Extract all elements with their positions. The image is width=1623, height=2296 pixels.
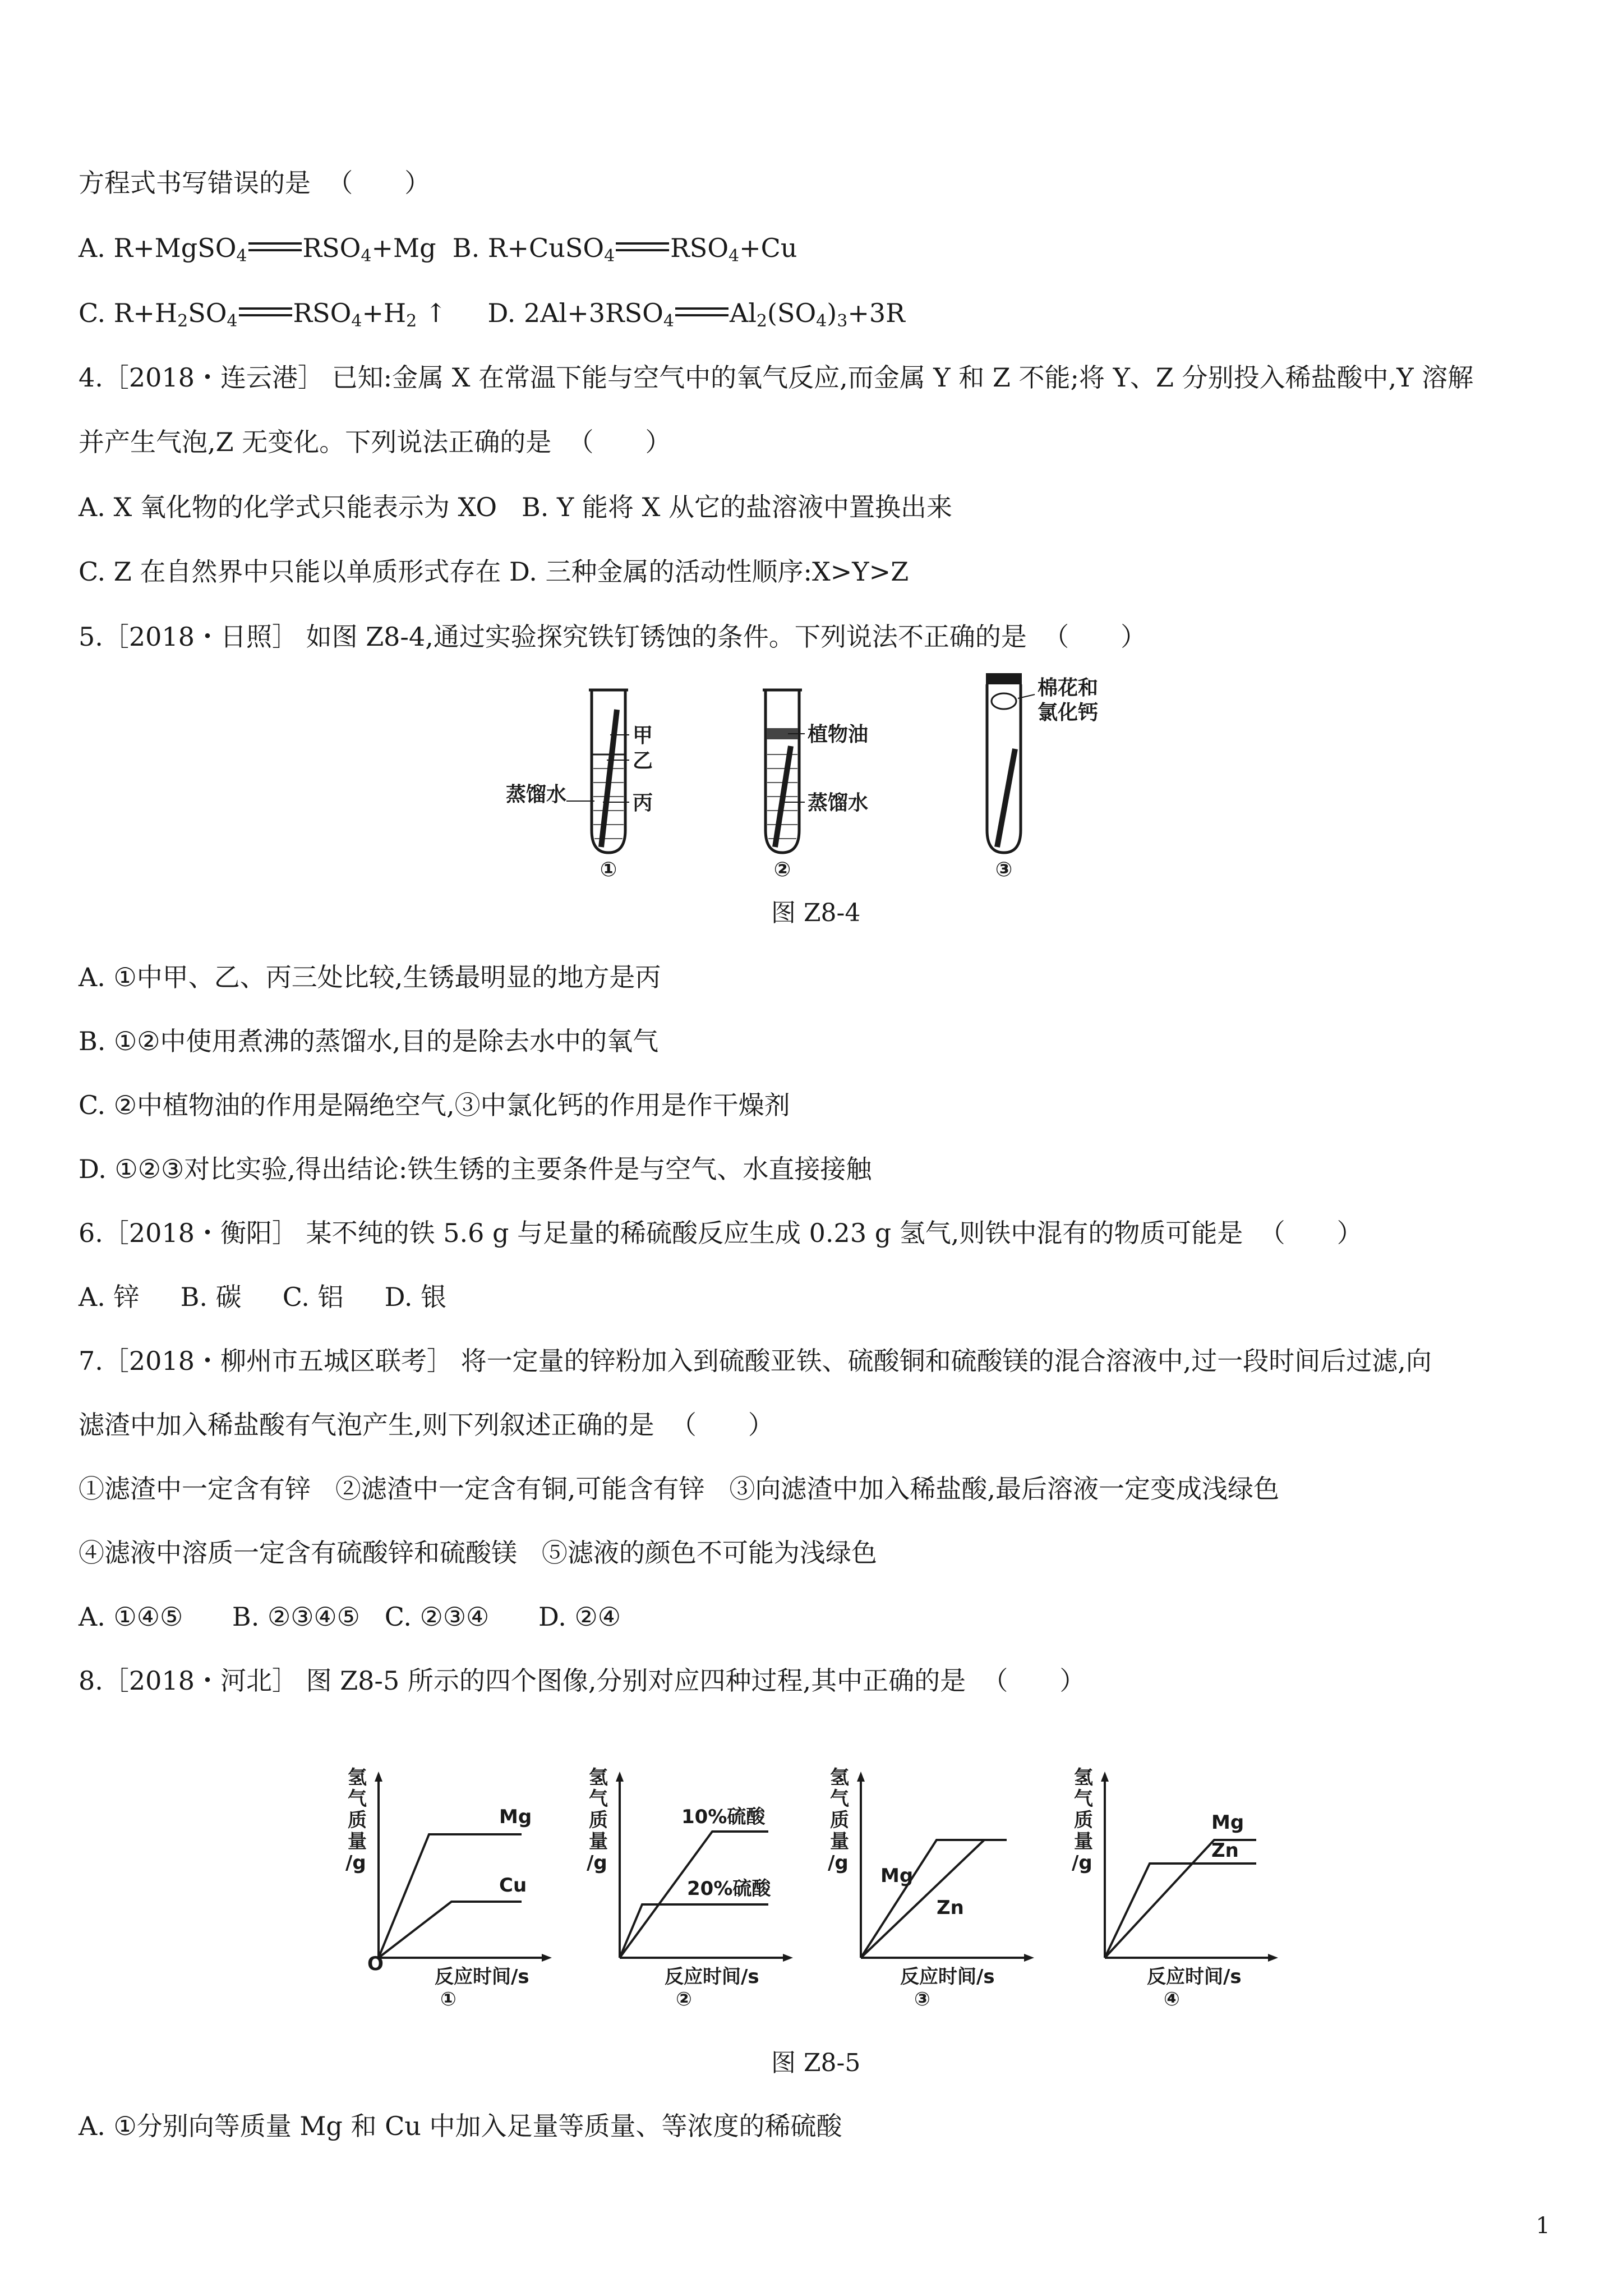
graph-3 — [828, 1766, 1034, 2010]
x-axis-arrow — [542, 1954, 552, 1962]
equals-sign — [675, 307, 728, 316]
subscript: 4 — [361, 246, 372, 266]
option-text: +Mg B. R+CuSO — [371, 233, 605, 263]
y-axis-arrow — [616, 1772, 624, 1782]
svg-text:气: 气 — [348, 1788, 367, 1810]
question-3-stem-tail — [79, 166, 430, 200]
option-text: +Cu — [739, 233, 797, 263]
label-20-percent-acid: 20%硫酸 — [687, 1878, 771, 1900]
option-text: ) — [827, 298, 837, 328]
x-axis-label: 反应时间/s — [665, 1966, 759, 1988]
question-4-options-ab: A. X 氧化物的化学式只能表示为 XO B. Y 能将 X 从它的盐溶液中置换出来 — [79, 492, 953, 522]
test-tube-3 — [986, 673, 1098, 881]
svg-text:质: 质 — [589, 1809, 608, 1832]
graph-number: ③ — [914, 1988, 930, 2010]
answer-bracket: （ ） — [670, 1410, 774, 1440]
label-jia: 甲 — [633, 724, 653, 747]
graph-number: ① — [440, 1988, 457, 2010]
y-axis-label — [1072, 1766, 1093, 1874]
question-5-stem — [79, 620, 1146, 654]
line-zn — [861, 1840, 984, 1958]
figure-z8-4-test-tubes — [482, 668, 1155, 881]
question-4-stem: 4.［2018・连云港］ 已知:金属 X 在常温下能与空气中的氧气反应,而金属 Y 和 Z 不能;将 Y、Z 分别投入稀盐酸中,Y 溶解 — [79, 362, 1474, 393]
stem-text: 滤渣中加入稀盐酸有气泡产生,则下列叙述正确的是 — [79, 1410, 654, 1440]
tube-number: ② — [773, 858, 791, 881]
label-zn: Zn — [1211, 1839, 1239, 1862]
svg-text:气: 气 — [830, 1788, 849, 1810]
stopper — [986, 673, 1022, 684]
origin-label: O — [367, 1953, 384, 1975]
tube-outline — [766, 690, 799, 853]
label-10-percent-acid: 10%硫酸 — [681, 1806, 766, 1828]
stem-text: 6.［2018・衡阳］ 某不纯的铁 5.6 g 与足量的稀硫酸反应生成 0.23 g 氢气,则铁中混有的物质可能是 — [79, 1218, 1243, 1248]
y-axis-arrow — [857, 1772, 865, 1782]
line-20-percent-acid — [620, 1904, 768, 1958]
subscript: 2 — [177, 311, 188, 331]
option-text: +3R — [847, 298, 905, 328]
x-axis-label: 反应时间/s — [900, 1966, 995, 1988]
label-bing: 丙 — [633, 792, 653, 815]
x-axis-arrow — [1024, 1954, 1034, 1962]
graph-2 — [587, 1766, 793, 2010]
option-text: RSO — [670, 233, 729, 263]
stem-text: 8.［2018・河北］ 图 Z8-5 所示的四个图像,分别对应四种过程,其中正确的是 — [79, 1665, 966, 1696]
svg-text:量: 量 — [589, 1830, 608, 1853]
x-axis-label: 反应时间/s — [1147, 1966, 1242, 1988]
option-text: Al — [729, 298, 757, 328]
y-axis-arrow — [375, 1772, 382, 1782]
question-7-statements-2: ④滤液中溶质一定含有硫酸锌和硫酸镁 ⑤滤液的颜色不可能为浅绿色 — [79, 1538, 877, 1568]
y-axis-label — [345, 1766, 367, 1874]
option-text: D. 2Al+3RSO — [446, 298, 663, 328]
option-text: SO — [188, 298, 227, 328]
label-mg: Mg — [499, 1806, 532, 1828]
answer-bracket: （ ） — [1259, 1218, 1363, 1248]
label-vegetable-oil: 植物油 — [808, 723, 869, 746]
equals-sign — [239, 307, 292, 316]
graph-number: ② — [676, 1988, 692, 2010]
answer-bracket: （ ） — [568, 427, 671, 457]
label-zn: Zn — [937, 1897, 964, 1919]
subscript: 4 — [663, 311, 674, 331]
question-8-stem — [79, 1664, 1085, 1697]
y-axis-arrow — [1101, 1772, 1109, 1782]
test-tube-1 — [506, 690, 653, 881]
svg-text:质: 质 — [348, 1809, 367, 1832]
svg-text:气: 气 — [1074, 1788, 1093, 1810]
question-3-options-cd — [79, 296, 905, 330]
label-mg: Mg — [1211, 1811, 1244, 1834]
y-axis-label — [828, 1766, 849, 1874]
line-mg — [861, 1840, 1007, 1958]
stem-text: 5.［2018・日照］ 如图 Z8-4,通过实验探究铁钉锈蚀的条件。下列说法不正确的是 — [79, 622, 1027, 652]
equals-sign — [616, 242, 669, 251]
subscript: 4 — [351, 311, 362, 331]
x-axis-arrow — [783, 1954, 793, 1962]
label-cu: Cu — [499, 1874, 527, 1897]
option-text: (SO — [767, 298, 817, 328]
question-5-option-b: B. ①②中使用煮沸的蒸馏水,目的是除去水中的氧气 — [79, 1026, 659, 1056]
svg-text:质: 质 — [1074, 1809, 1093, 1832]
option-text: A. R+MgSO — [79, 233, 237, 263]
subscript: 4 — [816, 311, 827, 331]
svg-text:/g: /g — [345, 1852, 366, 1874]
x-axis-arrow — [1268, 1954, 1278, 1962]
question-7-stem-cont — [79, 1408, 774, 1442]
figure-z8-5-graphs — [336, 1766, 1301, 2010]
svg-text:氢: 氢 — [589, 1766, 608, 1789]
question-7-stem: 7.［2018・柳州市五城区联考］ 将一定量的锌粉加入到硫酸亚铁、硫酸铜和硫酸镁的混合溶液中,过一段时间后过滤,向 — [79, 1346, 1432, 1376]
answer-bracket: （ ） — [1043, 622, 1147, 652]
question-8-option-a: A. ①分别向等质量 Mg 和 Cu 中加入足量等质量、等浓度的稀硫酸 — [79, 2111, 842, 2141]
question-5-option-d: D. ①②③对比实验,得出结论:铁生锈的主要条件是与空气、水直接接触 — [79, 1154, 872, 1184]
label-cotton: 棉花和 — [1038, 677, 1099, 700]
stem-text: 并产生气泡,Z 无变化。下列说法正确的是 — [79, 427, 552, 457]
option-text: RSO — [302, 233, 361, 263]
label-yi: 乙 — [633, 749, 653, 772]
answer-bracket: （ ） — [982, 1665, 1086, 1696]
question-4-stem-cont — [79, 425, 671, 459]
question-7-options: A. ①④⑤ B. ②③④⑤ C. ②③④ D. ②④ — [79, 1602, 621, 1632]
graph-number: ④ — [1164, 1988, 1180, 2010]
svg-text:气: 气 — [589, 1788, 608, 1810]
svg-text:量: 量 — [830, 1830, 849, 1853]
line-cu — [379, 1902, 522, 1958]
question-5-option-c: C. ②中植物油的作用是隔绝空气,③中氯化钙的作用是作干燥剂 — [79, 1090, 790, 1120]
test-tube-2 — [763, 690, 868, 881]
question-4-options-cd: C. Z 在自然界中只能以单质形式存在 D. 三种金属的活动性顺序:X>Y>Z — [79, 556, 909, 587]
tube-number: ③ — [995, 858, 1013, 881]
subscript: 4 — [236, 246, 247, 266]
label-distilled-water: 蒸馏水 — [505, 783, 566, 806]
graph-1 — [345, 1766, 552, 2010]
subscript: 4 — [227, 311, 238, 331]
question-7-statements-1: ①滤渣中一定含有锌 ②滤渣中一定含有铜,可能含有锌 ③向滤渣中加入稀盐酸,最后溶液一定变成浅绿色 — [79, 1474, 1279, 1504]
question-6-options: A. 锌 B. 碳 C. 铝 D. 银 — [79, 1282, 447, 1312]
iron-nail — [601, 710, 617, 847]
page-number: 1 — [1536, 2213, 1550, 2239]
label-calcium-chloride: 氯化钙 — [1038, 701, 1099, 724]
answer-bracket: （ ） — [327, 168, 431, 198]
svg-text:量: 量 — [1074, 1830, 1093, 1853]
option-text: +H — [362, 298, 407, 328]
cotton-calcium-chloride — [992, 693, 1016, 709]
figure-z8-5-caption: 图 Z8-5 — [771, 2049, 861, 2077]
question-6-stem — [79, 1216, 1363, 1250]
x-axis-label: 反应时间/s — [435, 1966, 529, 1988]
iron-nail — [997, 749, 1015, 847]
svg-text:氢: 氢 — [1074, 1766, 1093, 1789]
question-3-options-ab — [79, 231, 797, 265]
option-text: C. R+H — [79, 298, 178, 328]
question-5-option-a: A. ①中甲、乙、丙三处比较,生锈最明显的地方是丙 — [79, 962, 661, 992]
label-distilled-water: 蒸馏水 — [808, 792, 869, 815]
svg-text:氢: 氢 — [348, 1766, 367, 1789]
subscript: 4 — [728, 246, 740, 266]
svg-text:量: 量 — [348, 1830, 367, 1853]
y-axis-label — [587, 1766, 608, 1874]
svg-text:氢: 氢 — [830, 1766, 849, 1789]
option-text: RSO — [293, 298, 352, 328]
graph-4 — [1072, 1766, 1278, 2010]
subscript: 4 — [604, 246, 615, 266]
subscript: 3 — [837, 311, 848, 331]
figure-z8-4-caption: 图 Z8-4 — [771, 899, 861, 927]
label-mg: Mg — [880, 1865, 914, 1887]
tube-number: ① — [600, 858, 617, 881]
subscript: 2 — [756, 311, 767, 331]
svg-text:/g: /g — [587, 1852, 607, 1874]
svg-text:/g: /g — [828, 1852, 849, 1874]
svg-text:/g: /g — [1072, 1852, 1092, 1874]
subscript: 2 — [406, 311, 417, 331]
svg-text:质: 质 — [830, 1809, 849, 1832]
gas-arrow: ↑ — [417, 298, 447, 328]
stem-text: 方程式书写错误的是 — [79, 168, 311, 198]
equals-sign — [248, 242, 302, 251]
